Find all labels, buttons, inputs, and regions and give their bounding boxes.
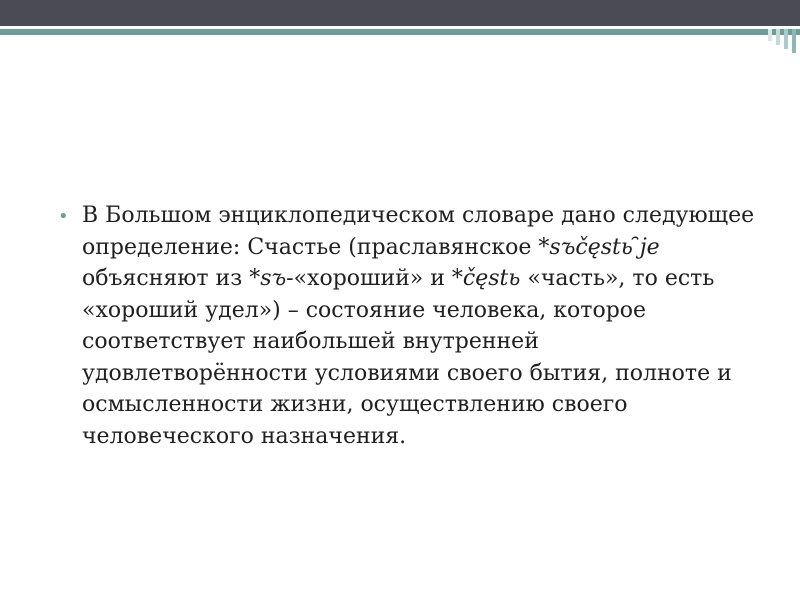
bullet-dot-icon: • xyxy=(58,206,69,227)
accent-marker xyxy=(792,29,796,53)
definition-text-segment: -«хороший» и * xyxy=(286,266,463,291)
bullet-item xyxy=(58,200,758,452)
definition-italic-term: sъ xyxy=(260,266,287,291)
definition-text-segment: «часть», то есть «хороший удел») – состояние человека, которое соответствует наибольшей внутренней удовлетворённости условиями своего бытия, полноте и осмысленности жизни, осуществлению своего человеческого назначения. xyxy=(82,266,732,449)
definition-text-segment: В Большом энциклопедическом словаре дано следующее определение: Счастье (праславянское * xyxy=(82,203,755,260)
definition-paragraph xyxy=(82,200,758,452)
definition-italic-term: čęstь xyxy=(462,266,521,291)
slide-body xyxy=(58,200,758,452)
top-header-bar xyxy=(0,0,800,26)
accent-marker xyxy=(768,29,772,41)
definition-italic-term: sъčęstь ̑je xyxy=(549,234,660,260)
definition-text-segment: объясняют из * xyxy=(82,266,261,291)
accent-strip xyxy=(0,29,800,35)
accent-marker xyxy=(784,29,788,49)
accent-marker xyxy=(776,29,780,45)
